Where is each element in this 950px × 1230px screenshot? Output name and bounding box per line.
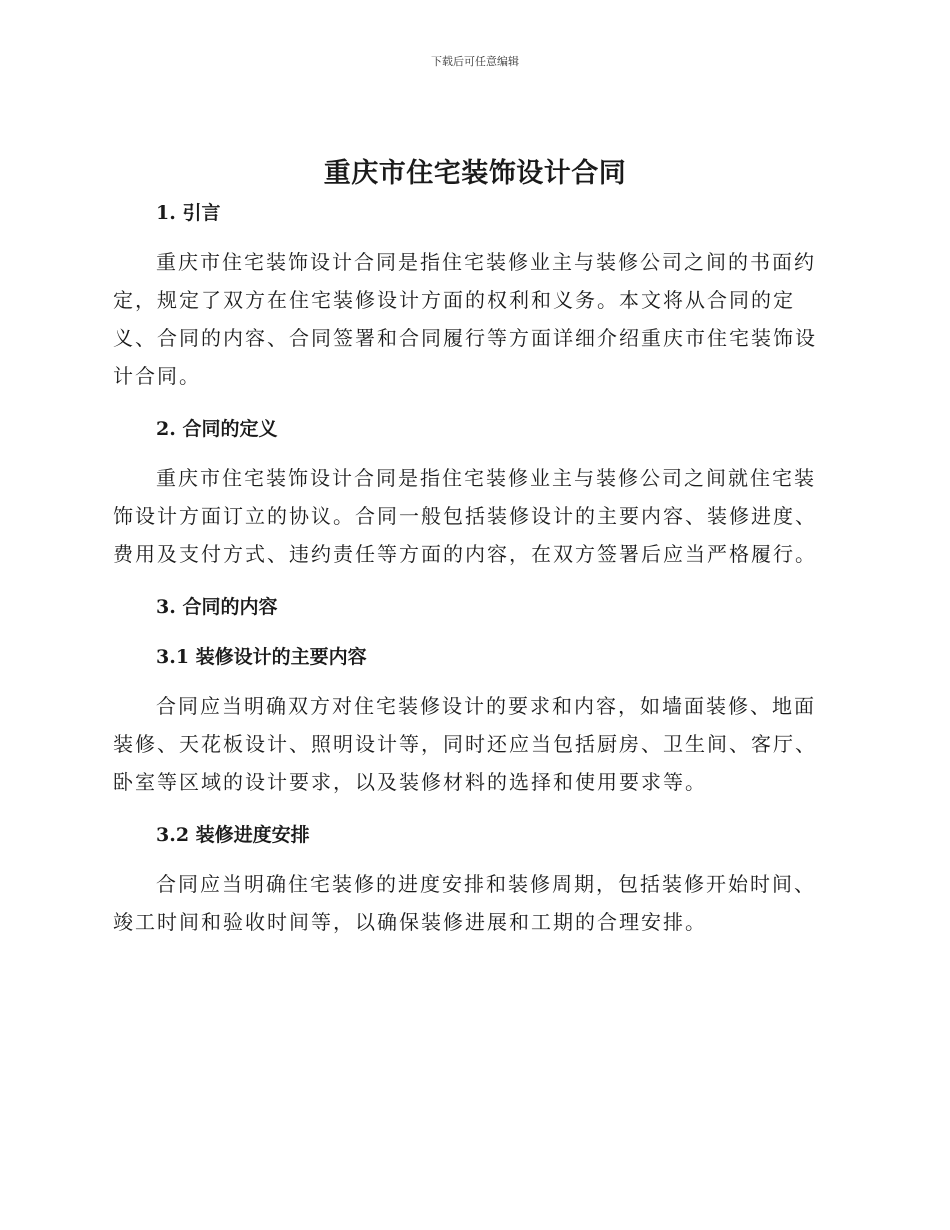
section-paragraph-design-content: 合同应当明确双方对住宅装修设计的要求和内容，如墙面装修、地面装修、天花板设计、照明设计等，同时还应当包括厨房、卫生间、客厅、卧室等区域的设计要求，以及装修材料的选择和使用要求等。 — [113, 694, 817, 794]
section-heading-schedule: 3.2 装修进度安排 — [156, 824, 310, 846]
section-heading-design-content: 3.1 装修设计的主要内容 — [156, 646, 367, 668]
document-title: 重庆市住宅装饰设计合同 — [323, 158, 627, 189]
section-heading-definition: 2. 合同的定义 — [156, 418, 278, 440]
section-paragraph-definition: 重庆市住宅装饰设计合同是指住宅装修业主与装修公司之间就住宅装饰设计方面订立的协议。合同一般包括装修设计的主要内容、装修进度、费用及支付方式、违约责任等方面的内容，在双方签署后应当严格履行。 — [113, 466, 817, 566]
section-heading-contents: 3. 合同的内容 — [156, 596, 278, 618]
header-note: 下载后可任意编辑 — [431, 55, 519, 68]
document-body — [113, 193, 833, 941]
section-heading-intro: 1. 引言 — [156, 202, 221, 224]
section-paragraph-intro: 重庆市住宅装饰设计合同是指住宅装修业主与装修公司之间的书面约定，规定了双方在住宅装修设计方面的权利和义务。本文将从合同的定义、合同的内容、合同签署和合同履行等方面详细介绍重庆市住宅装饰设计合同。 — [113, 250, 817, 388]
section-paragraph-schedule: 合同应当明确住宅装修的进度安排和装修周期，包括装修开始时间、竣工时间和验收时间等，以确保装修进展和工期的合理安排。 — [113, 872, 816, 934]
